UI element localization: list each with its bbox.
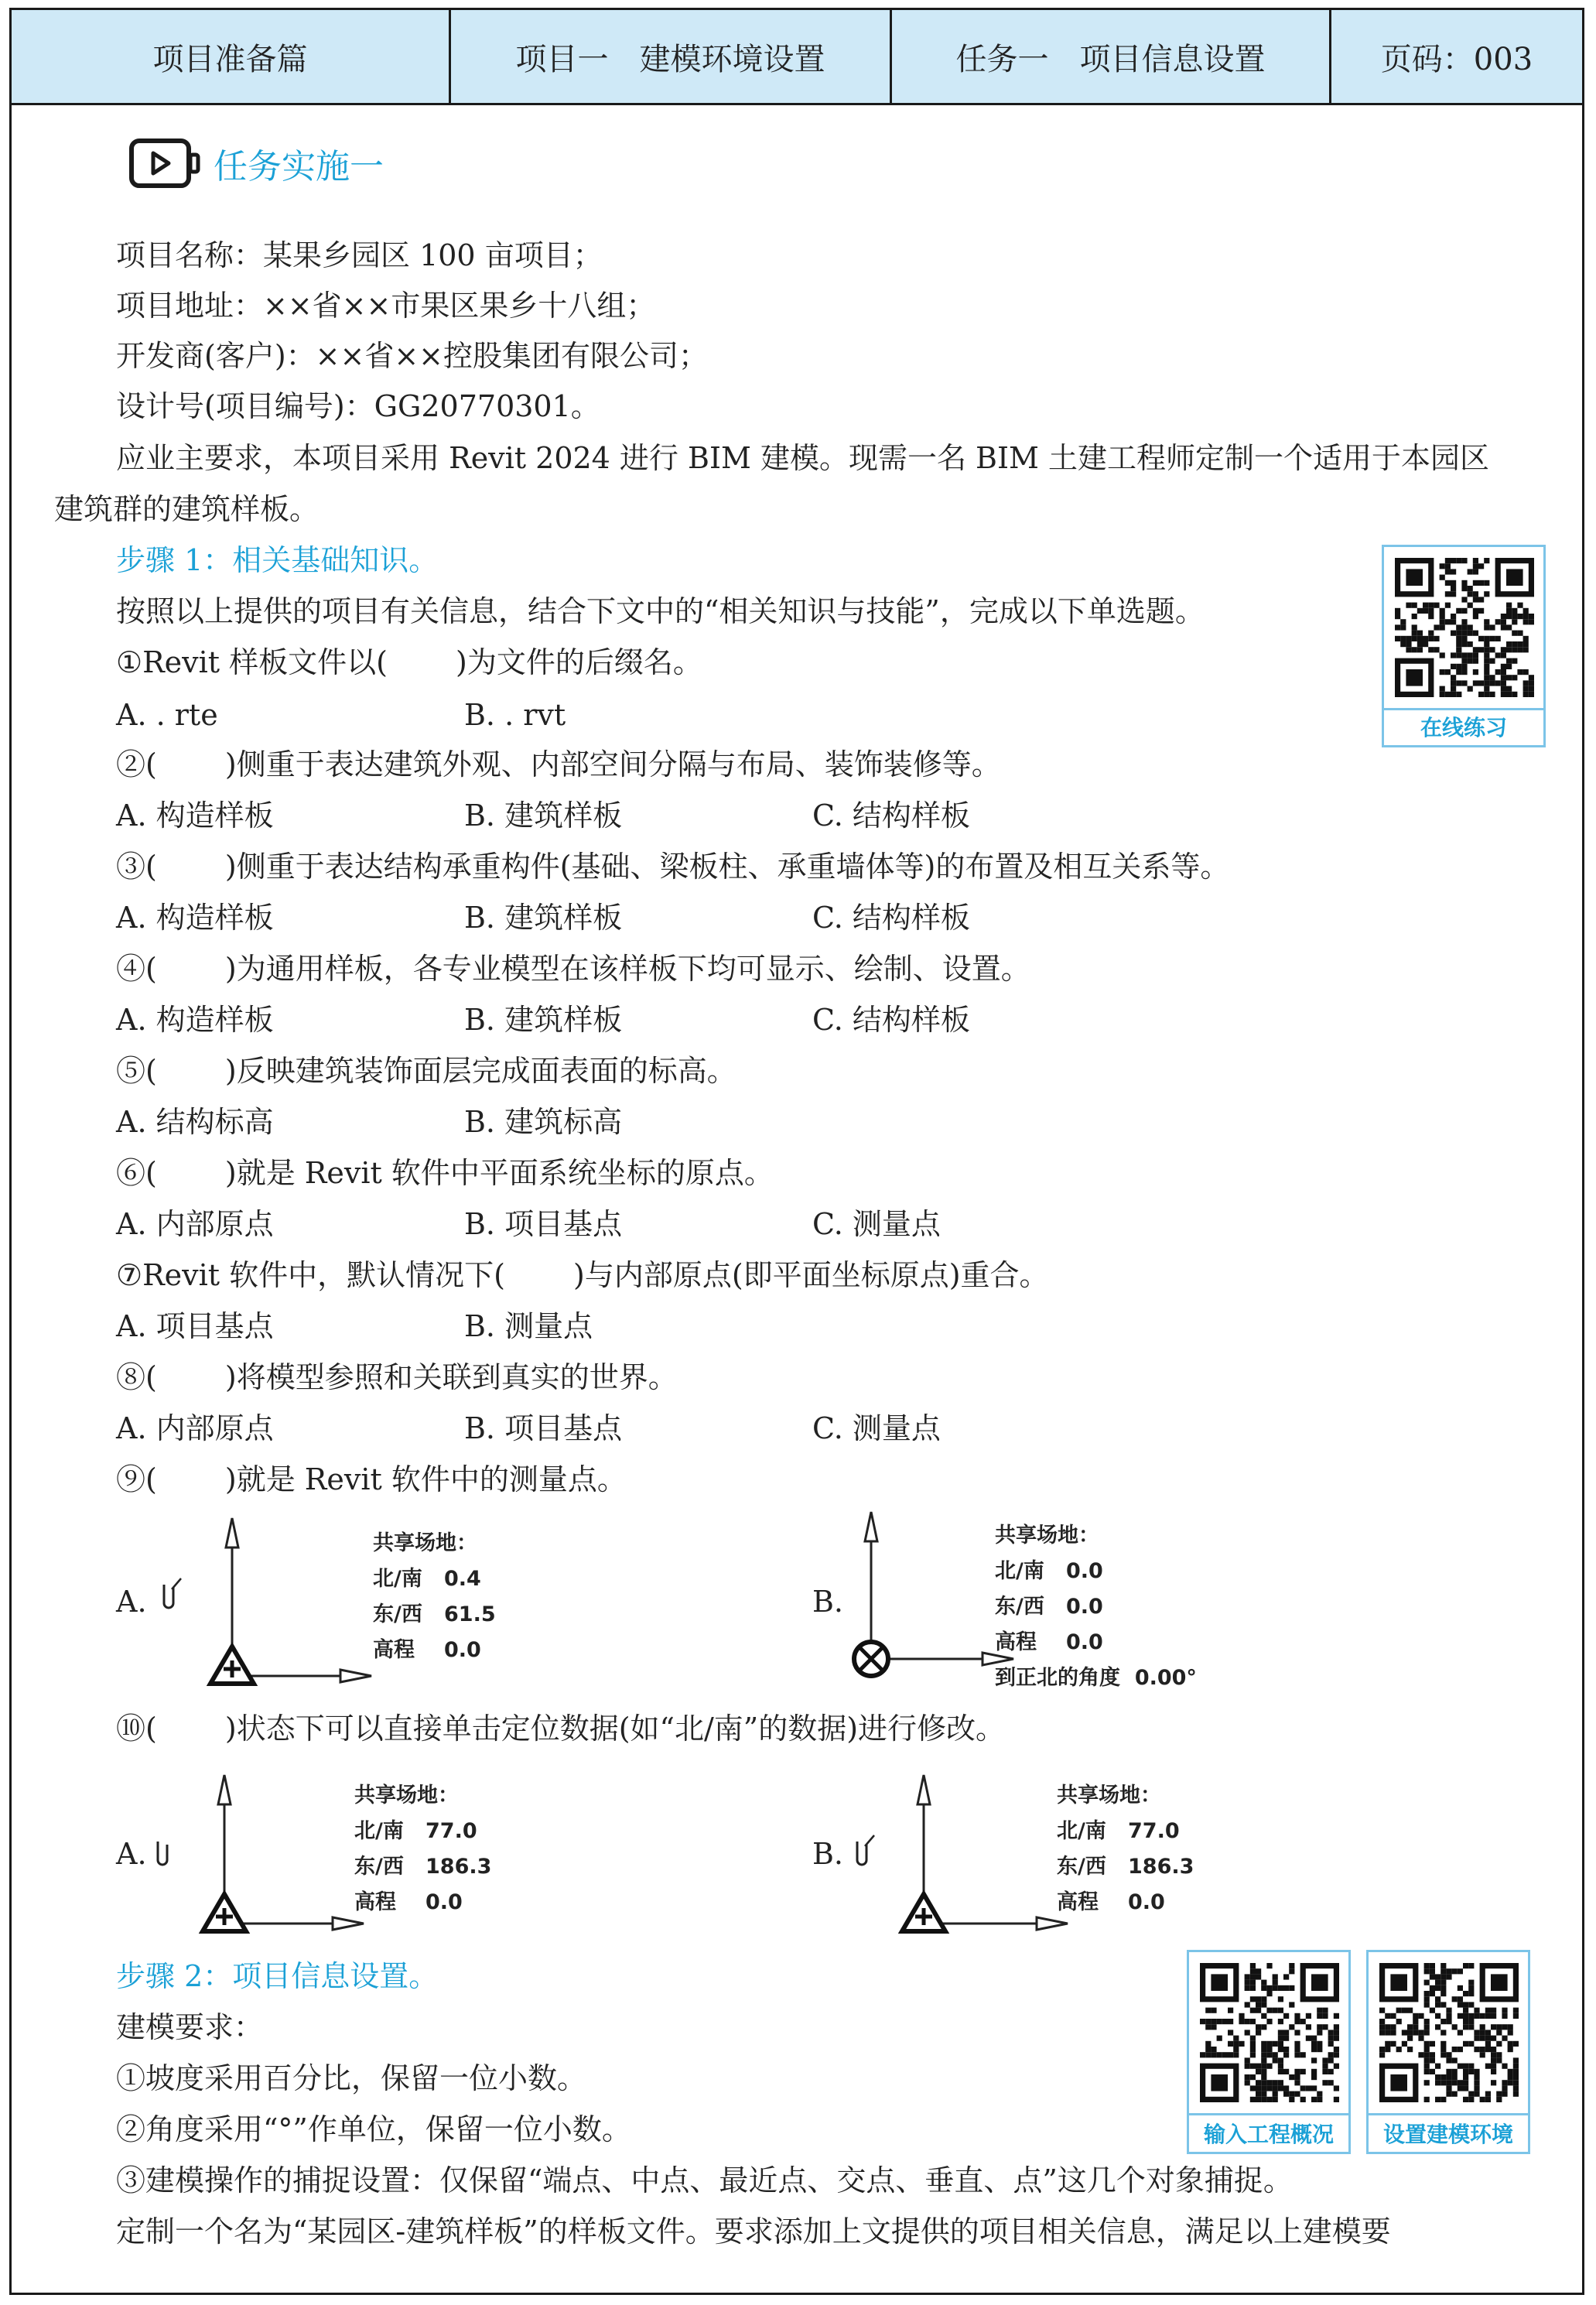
question-8: ⑧( )将模型参照和关联到真实的世界。 [116,1360,678,1394]
q10-a-el-value: 0.0 [425,1890,463,1914]
qr-online-practice[interactable] [1382,545,1546,747]
q10-b-info [1057,1778,1194,1920]
step1-title: 步骤 1：相关基础知识。 [116,543,439,577]
q9-b-ew-value: 0.0 [1066,1595,1103,1619]
q3-option-a: A. 构造样板 [116,901,274,935]
q9-a-title: 共享场地： [373,1531,477,1555]
page-header [9,8,1584,105]
qr-code-icon [1379,1961,1519,2104]
question-7: ⑦Revit 软件中，默认情况下( )与内部原点(即平面坐标原点)重合。 [116,1258,1049,1292]
task-title [128,138,384,189]
q9-a-ew-value: 61.5 [444,1602,496,1626]
q9-b-ns-label: 北/南 [995,1559,1044,1583]
question-3: ③( )侧重于表达结构承重构件(基础、梁板柱、承重墙体等)的布置及相互关系等。 [116,850,1230,884]
q10-a-pin-icon [158,1842,167,1865]
q5-option-a: A. 结构标高 [116,1105,274,1139]
q9-b-title: 共享场地： [995,1524,1099,1547]
header-task: 任务一 项目信息设置 [892,10,1331,103]
q9-b-angle-label: 到正北的角度 [995,1666,1120,1690]
developer: 开发商(客户)：××省××控股集团有限公司； [116,339,709,373]
q1-option-b: B. . rvt [464,698,566,732]
step2-requirements-title: 建模要求： [116,2010,264,2044]
q8-option-a: A. 内部原点 [116,1411,274,1445]
q7-option-b: B. 测量点 [464,1309,593,1343]
q6-option-b: B. 项目基点 [464,1207,623,1241]
requirement-4: 定制一个名为“某园区-建筑样板”的样板文件。要求添加上文提供的项目相关信息，满足以上建模要 [116,2214,1391,2249]
q9-b-letter: B. [812,1585,844,1619]
q10-a-ns-value: 77.0 [425,1819,477,1843]
header-project: 项目一 建模环境设置 [451,10,892,103]
question-1: ①Revit 样板文件以( )为文件的后缀名。 [116,645,702,679]
qr-set-environment[interactable] [1366,1950,1530,2154]
q9-a-ew-label: 东/西 [373,1602,422,1626]
q10-b-el-label: 高程 [1057,1890,1099,1914]
qr-input-overview-label: 输入工程概况 [1203,2122,1334,2147]
qr-code-icon [1395,556,1534,699]
q3-option-c: C. 结构样板 [812,901,970,935]
q9-a-el-label: 高程 [373,1638,415,1662]
question-6: ⑥( )就是 Revit 软件中平面系统坐标的原点。 [116,1156,774,1190]
header-section: 项目准备篇 [12,10,451,103]
q10-b-coordinate-diagram [843,1764,1091,1950]
question-9: ⑨( )就是 Revit 软件中的测量点。 [116,1462,627,1496]
q9-a-pin-icon [164,1578,181,1608]
video-icon [128,138,203,189]
q6-option-a: A. 内部原点 [116,1207,274,1241]
q10-a-title: 共享场地： [354,1783,459,1807]
design-number: 设计号(项目编号)：GG20770301。 [116,389,600,423]
q2-option-b: B. 建筑样板 [464,799,623,833]
q9-a-info [373,1526,496,1668]
requirement-line-1: 应业主要求，本项目采用 Revit 2024 进行 BIM 建模。现需一名 BIM 土建工程师定制一个适用于本园区 [116,441,1489,475]
q10-b-ew-value: 186.3 [1128,1855,1194,1879]
header-page-number: 页码：003 [1380,41,1533,77]
requirement-line-2: 建筑群的建筑样板。 [54,492,320,526]
q3-option-b: B. 建筑样板 [464,901,623,935]
q8-option-c: C. 测量点 [812,1411,941,1445]
q2-option-c: C. 结构样板 [812,799,970,833]
q7-option-a: A. 项目基点 [116,1309,274,1343]
q9-b-ew-label: 东/西 [995,1595,1044,1619]
requirement-1: ①坡度采用百分比，保留一位小数。 [116,2061,587,2095]
step1-instruction: 按照以上提供的项目有关信息，结合下文中的“相关知识与技能”，完成以下单选题。 [116,594,1205,628]
q4-option-a: A. 构造样板 [116,1003,274,1037]
requirement-3: ③建模操作的捕捉设置：仅保留“端点、中点、最近点、交点、垂直、点”这几个对象捕捉。 [116,2163,1293,2197]
q8-option-b: B. 项目基点 [464,1411,623,1445]
requirement-2: ②角度采用“°”作单位，保留一位小数。 [116,2112,631,2146]
q9-b-info [995,1518,1197,1696]
project-address: 项目地址：××省××市果区果乡十八组； [116,289,656,323]
q1-option-a: A. . rte [116,698,218,732]
step2-title: 步骤 2：项目信息设置。 [116,1959,439,1993]
q10-b-ns-value: 77.0 [1128,1819,1180,1843]
q10-b-ns-label: 北/南 [1057,1819,1106,1843]
q10-a-ew-value: 186.3 [425,1855,492,1879]
q9-a-ns-label: 北/南 [373,1567,422,1591]
q4-option-c: C. 结构样板 [812,1003,970,1037]
q10-a-ns-label: 北/南 [354,1819,404,1843]
q6-option-c: C. 测量点 [812,1207,941,1241]
q10-b-pin-icon [857,1835,874,1865]
project-name: 项目名称：某果乡园区 100 亩项目； [116,238,603,272]
qr-set-environment-label: 设置建模环境 [1382,2122,1513,2147]
q9-b-angle-value: 0.00° [1134,1666,1197,1690]
q9-b-el-label: 高程 [995,1630,1037,1654]
q2-option-a: A. 构造样板 [116,799,274,833]
q10-a-info [354,1778,491,1920]
q10-a-ew-label: 东/西 [354,1855,404,1879]
q4-option-b: B. 建筑样板 [464,1003,623,1037]
q5-option-b: B. 建筑标高 [464,1105,623,1139]
q9-a-coordinate-diagram [155,1509,387,1702]
question-5: ⑤( )反映建筑装饰面层完成面表面的标高。 [116,1054,736,1088]
q10-a-el-label: 高程 [354,1890,396,1914]
q9-a-letter: A. [116,1585,147,1619]
q10-b-ew-label: 东/西 [1057,1855,1106,1879]
q9-a-ns-value: 0.4 [444,1567,481,1591]
task-title-text: 任务实施一 [214,147,384,186]
question-10: ⑩( )状态下可以直接单击定位数据(如“北/南”的数据)进行修改。 [116,1712,1006,1746]
question-4: ④( )为通用样板，各专业模型在该样板下均可显示、绘制、设置。 [116,952,1030,986]
qr-code-icon [1200,1961,1339,2104]
question-2: ②( )侧重于表达建筑外观、内部空间分隔与布局、装饰装修等。 [116,747,1001,781]
q10-b-title: 共享场地： [1057,1783,1161,1807]
qr-online-practice-label: 在线练习 [1420,715,1507,740]
q10-a-letter: A. [116,1837,147,1871]
q9-a-el-value: 0.0 [444,1638,481,1662]
q9-b-el-value: 0.0 [1066,1630,1103,1654]
qr-input-overview[interactable] [1187,1950,1351,2154]
q10-a-coordinate-diagram [147,1764,379,1950]
q10-b-letter: B. [812,1837,844,1871]
q10-b-el-value: 0.0 [1128,1890,1165,1914]
q9-b-ns-value: 0.0 [1066,1559,1103,1583]
